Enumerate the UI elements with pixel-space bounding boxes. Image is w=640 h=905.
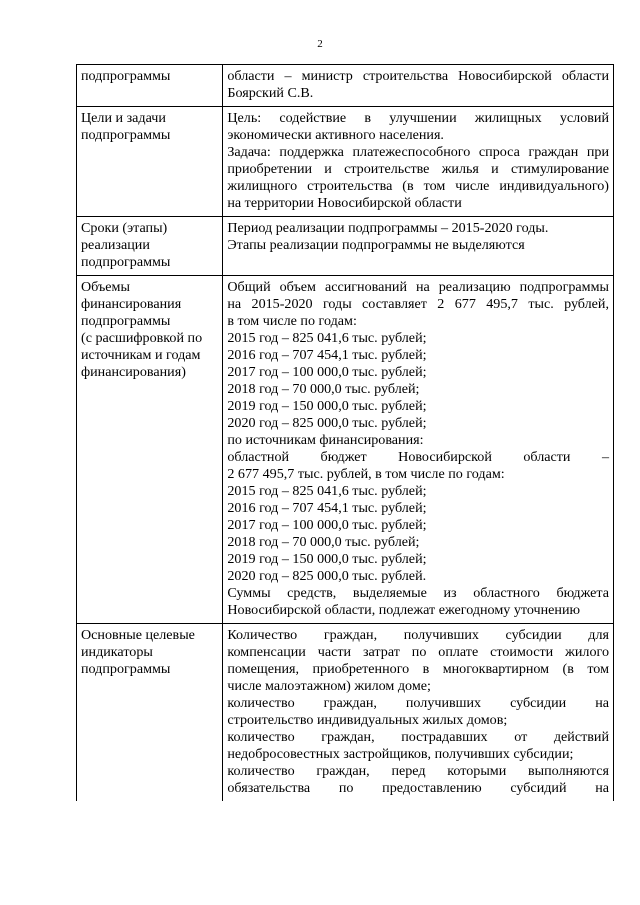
row-label-line: финансирования) <box>81 364 186 380</box>
row-value-line: приобретении и строительстве жилья и стимулирование <box>227 161 609 177</box>
row-label-cell <box>77 65 223 107</box>
row-label-line: Цели и задачи <box>81 110 166 126</box>
row-value-line: числе малоэтажном) жилом доме; <box>227 678 431 694</box>
row-label-line: Сроки (этапы) <box>81 220 168 236</box>
row-value-line: жилищного строительства (в том числе индивидуального) <box>227 178 609 194</box>
table-row <box>77 107 614 217</box>
row-value-line: 2017 год – 100 000,0 тыс. рублей; <box>227 364 427 380</box>
row-label-line: Основные целевые <box>81 627 195 643</box>
row-value-line: строительство индивидуальных жилых домов; <box>227 712 508 728</box>
row-label-line: подпрограммы <box>81 661 171 677</box>
row-value-line: экономически активного населения. <box>227 127 444 143</box>
row-value-line: области – министр строительства Новосибирской области <box>227 68 609 84</box>
table-row <box>77 624 614 802</box>
row-value-line: Задача: поддержка платежеспособного спроса граждан при <box>227 144 609 160</box>
row-value-line: Количество граждан, получивших субсидии для <box>227 627 609 643</box>
row-label-cell <box>77 276 223 624</box>
row-label-line: подпрограммы <box>81 68 171 84</box>
row-value-line: Боярский С.В. <box>227 85 314 101</box>
row-value-line: 2018 год – 70 000,0 тыс. рублей; <box>227 534 420 550</box>
row-label-line: (с расшифровкой по <box>81 330 203 346</box>
row-value-cell <box>223 217 614 276</box>
row-value-line: Суммы средств, выделяемые из областного бюджета <box>227 585 609 601</box>
row-value-line: помещения, приобретенного в многоквартирном (в том <box>227 661 609 677</box>
row-value-line: недобросовестных застройщиков, получивших субсидии; <box>227 746 574 762</box>
row-value-line: Период реализации подпрограммы – 2015-2020 годы. <box>227 220 549 236</box>
row-value-line: 2020 год – 825 000,0 тыс. рублей; <box>227 415 427 431</box>
row-value-line: 2016 год – 707 454,1 тыс. рублей; <box>227 500 427 516</box>
row-value-line: на 2015-2020 годы составляет 2 677 495,7 тыс. рублей, <box>227 296 609 312</box>
row-value-line: 2015 год – 825 041,6 тыс. рублей; <box>227 483 427 499</box>
table-row <box>77 276 614 624</box>
passport-table-body <box>77 65 614 802</box>
row-value-line: 2015 год – 825 041,6 тыс. рублей; <box>227 330 427 346</box>
row-value-line: Цель: содействие в улучшении жилищных условий <box>227 110 609 126</box>
row-label-line: индикаторы <box>81 644 153 660</box>
row-value-line: 2020 год – 825 000,0 тыс. рублей. <box>227 568 427 584</box>
row-value-line: на территории Новосибирской области <box>227 195 462 211</box>
row-value-line: 2019 год – 150 000,0 тыс. рублей; <box>227 398 427 414</box>
row-value-line: 2018 год – 70 000,0 тыс. рублей; <box>227 381 420 397</box>
row-label-line: подпрограммы <box>81 313 171 329</box>
row-value-line: областной бюджет Новосибирской области – <box>227 449 609 465</box>
row-value-line: Общий объем ассигнований на реализацию подпрограммы <box>227 279 609 295</box>
row-label-line: подпрограммы <box>81 254 171 270</box>
row-value-line: в том числе по годам: <box>227 313 357 329</box>
table-row <box>77 217 614 276</box>
row-label-cell <box>77 107 223 217</box>
row-label-line: подпрограммы <box>81 127 171 143</box>
row-label-line: финансирования <box>81 296 182 312</box>
row-value-line: Этапы реализации подпрограммы не выделяются <box>227 237 525 253</box>
row-value-line: Новосибирской области, подлежат ежегодному уточнению <box>227 602 581 618</box>
row-value-line: по источникам финансирования: <box>227 432 424 448</box>
row-value-cell <box>223 107 614 217</box>
row-value-line: 2019 год – 150 000,0 тыс. рублей; <box>227 551 427 567</box>
row-label-line: реализации <box>81 237 150 253</box>
table-row <box>77 65 614 107</box>
row-label-cell <box>77 217 223 276</box>
row-value-line: 2016 год – 707 454,1 тыс. рублей; <box>227 347 427 363</box>
row-label-line: Объемы <box>81 279 130 295</box>
page-number: 2 <box>317 38 323 50</box>
row-value-cell <box>223 65 614 107</box>
subprogram-passport-table <box>76 64 614 801</box>
row-value-line: количество граждан, перед которыми выполняются <box>227 763 609 779</box>
row-value-line: компенсации части затрат по оплате стоимости жилого <box>227 644 609 660</box>
row-value-line: количество граждан, получивших субсидии на <box>227 695 609 711</box>
row-label-cell <box>77 624 223 802</box>
row-value-line: 2 677 495,7 тыс. рублей, в том числе по годам: <box>227 466 505 482</box>
row-value-cell <box>223 276 614 624</box>
row-value-line: 2017 год – 100 000,0 тыс. рублей; <box>227 517 427 533</box>
row-value-line: количество граждан, пострадавших от действий <box>227 729 609 745</box>
row-value-line: обязательства по предоставлению субсидий на <box>227 780 609 796</box>
row-value-cell <box>223 624 614 802</box>
row-label-line: источникам и годам <box>81 347 201 363</box>
